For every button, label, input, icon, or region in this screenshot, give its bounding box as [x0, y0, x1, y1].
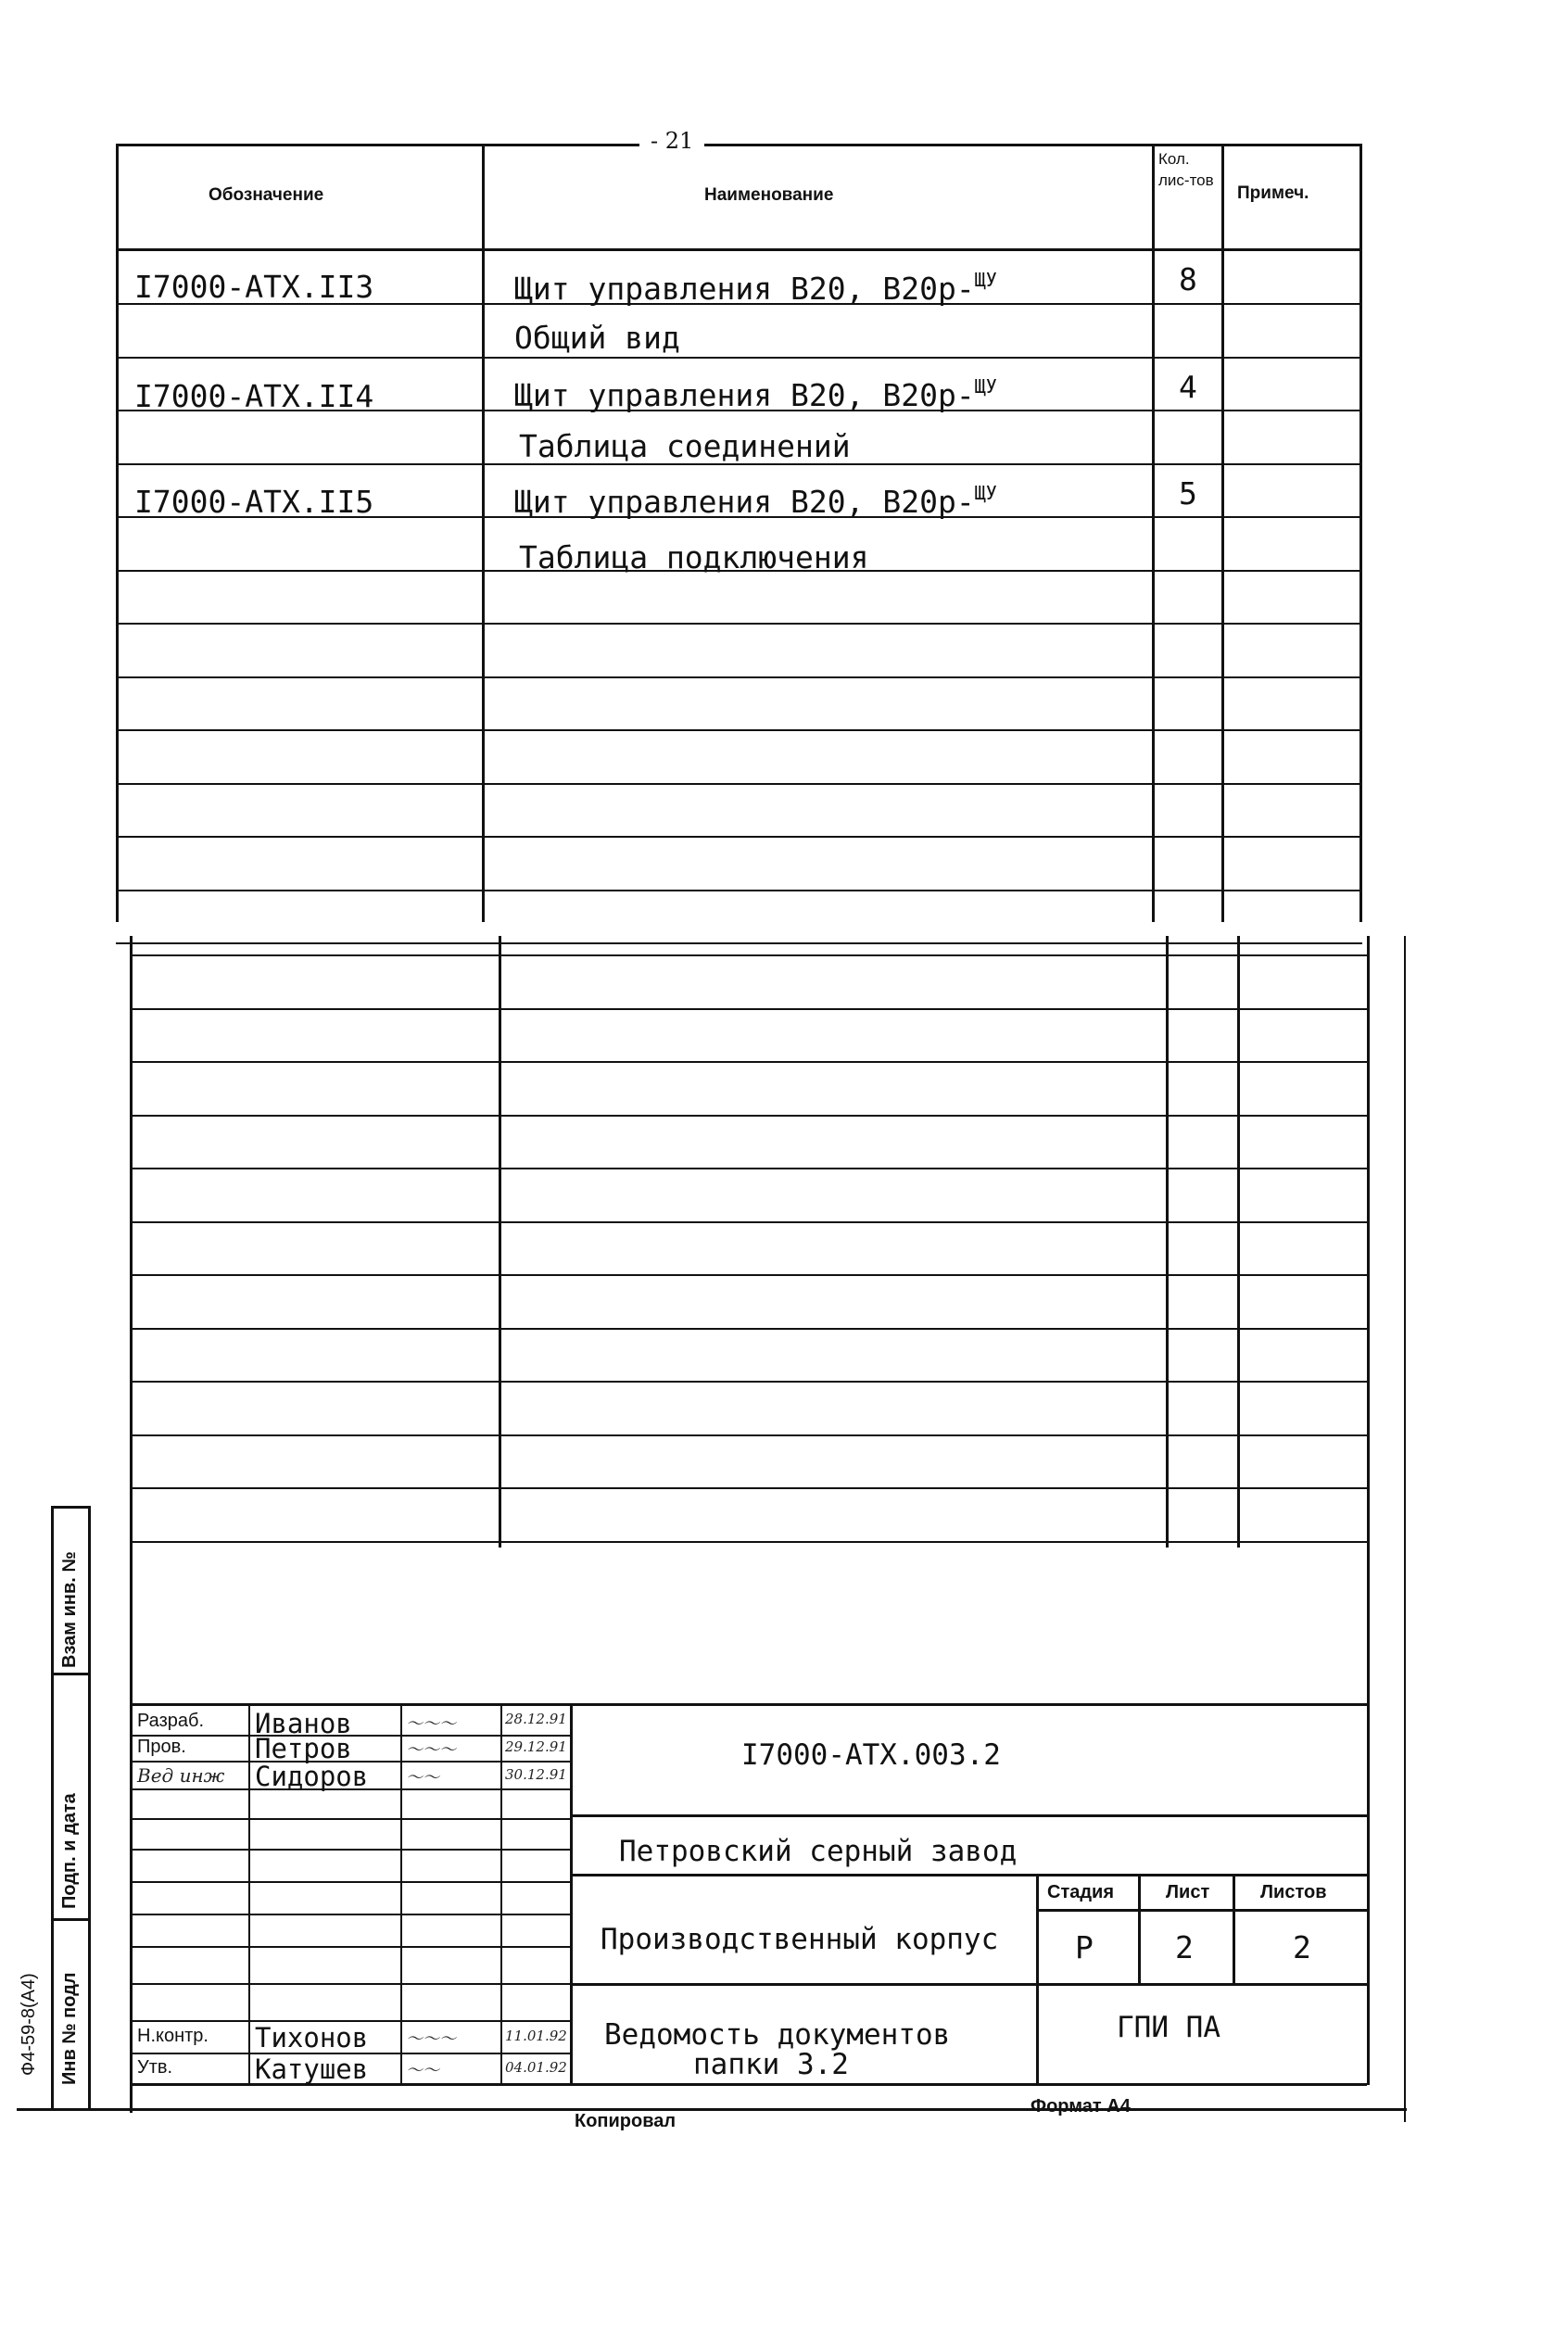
signature-2: 〜〜〜: [406, 1740, 456, 1760]
header-sheets-count: Кол. лис-тов: [1158, 150, 1214, 189]
table-row-line: [130, 1541, 1367, 1543]
table-row-line: [116, 836, 1362, 838]
plant-name: Петровский серный завод: [619, 1835, 1018, 1868]
sheet-label: Лист: [1166, 1882, 1210, 1902]
table-row-line: [130, 1381, 1367, 1383]
row-5-name: Щит управления В20, В20р-$^{ЩУ}$: [514, 482, 997, 520]
date-1: 28.12.91: [505, 1711, 567, 1727]
name-5: Катушев: [255, 2053, 369, 2085]
building-name: Производственный корпус: [601, 1923, 999, 1956]
doc-code: I7000-АТХ.003.2: [741, 1738, 1001, 1772]
row-1-sheets: 8: [1179, 261, 1197, 297]
row-2-name: Общий вид: [514, 320, 680, 356]
stage-label: Стадия: [1047, 1882, 1115, 1902]
table-row-line: [130, 1328, 1367, 1330]
form-code: Ф4-59-8(А4): [19, 1973, 39, 2076]
table-row-line: [130, 1168, 1367, 1169]
row-3-name: Щит управления В20, В20р-$^{ЩУ}$: [514, 375, 997, 413]
table-row-line: [130, 954, 1367, 956]
org-name: ГПИ ПА: [1117, 2011, 1220, 2044]
row-5-sheets: 5: [1179, 475, 1197, 512]
table-row-line: [116, 729, 1362, 731]
row-6-name: Таблица подключения: [519, 539, 869, 575]
row-5-designation: I7000-АТХ.II5: [134, 484, 374, 520]
header-name: Наименование: [704, 185, 834, 205]
table-row-line: [130, 1221, 1367, 1223]
ref-inv-label: Взам инв. №: [59, 1551, 80, 1668]
row-1-designation: I7000-АТХ.II3: [134, 269, 374, 305]
row-3-designation: I7000-АТХ.II4: [134, 378, 374, 414]
table-row-line: [116, 623, 1362, 625]
header-designation: Обозначение: [209, 185, 324, 205]
table-row-line: [130, 1008, 1367, 1010]
signature-5: 〜〜: [406, 2061, 439, 2080]
copied-label: Копировал: [575, 2111, 677, 2131]
date-3: 30.12.91: [505, 1766, 567, 1783]
signature-3: 〜〜: [406, 1768, 439, 1788]
name-2: Петров: [255, 1733, 352, 1764]
row-4-name: Таблица соединений: [519, 428, 851, 464]
table-row-line: [130, 1274, 1367, 1276]
sheets-value: 2: [1293, 1929, 1311, 1965]
sign-date-label: Подп. и дата: [59, 1793, 80, 1909]
role-2: Пров.: [137, 1737, 186, 1757]
date-2: 29.12.91: [505, 1738, 567, 1755]
doc-title-1: Ведомость документов: [604, 2018, 951, 2052]
date-4: 11.01.92: [505, 2028, 567, 2044]
page-number: - 21: [639, 128, 704, 154]
doc-title-2: папки 3.2: [693, 2048, 849, 2081]
table-row-line: [116, 357, 1362, 359]
row-3-sheets: 4: [1179, 369, 1197, 405]
signature-4: 〜〜〜: [406, 2029, 456, 2049]
sheet-value: 2: [1175, 1929, 1194, 1965]
table-row-line: [130, 1061, 1367, 1063]
header-note: Примеч.: [1237, 183, 1309, 203]
role-4: Н.контр.: [137, 2026, 209, 2046]
role-1: Разраб.: [137, 1711, 205, 1731]
table-row-line: [116, 942, 1362, 944]
date-5: 04.01.92: [505, 2059, 567, 2076]
inv-orig-label: Инв № подл: [59, 1972, 80, 2085]
table-row-line: [116, 676, 1362, 678]
role-5: Утв.: [137, 2057, 173, 2078]
stage-value: Р: [1075, 1929, 1094, 1965]
table-row-line: [130, 1487, 1367, 1489]
table-row-line: [130, 1434, 1367, 1436]
role-3: Вед инж: [137, 1764, 225, 1787]
table-row-line: [116, 783, 1362, 785]
table-row-line: [116, 890, 1362, 891]
sheets-label: Листов: [1260, 1882, 1327, 1902]
format-label: Формат А4: [1031, 2096, 1131, 2117]
signature-1: 〜〜〜: [406, 1714, 456, 1734]
name-4: Тихонов: [255, 2022, 369, 2053]
name-1: Иванов: [255, 1708, 352, 1739]
row-1-name: Щит управления В20, В20р-$^{ЩУ}$: [514, 269, 997, 307]
name-3: Сидоров: [255, 1761, 369, 1792]
table-row-line: [130, 1115, 1367, 1117]
